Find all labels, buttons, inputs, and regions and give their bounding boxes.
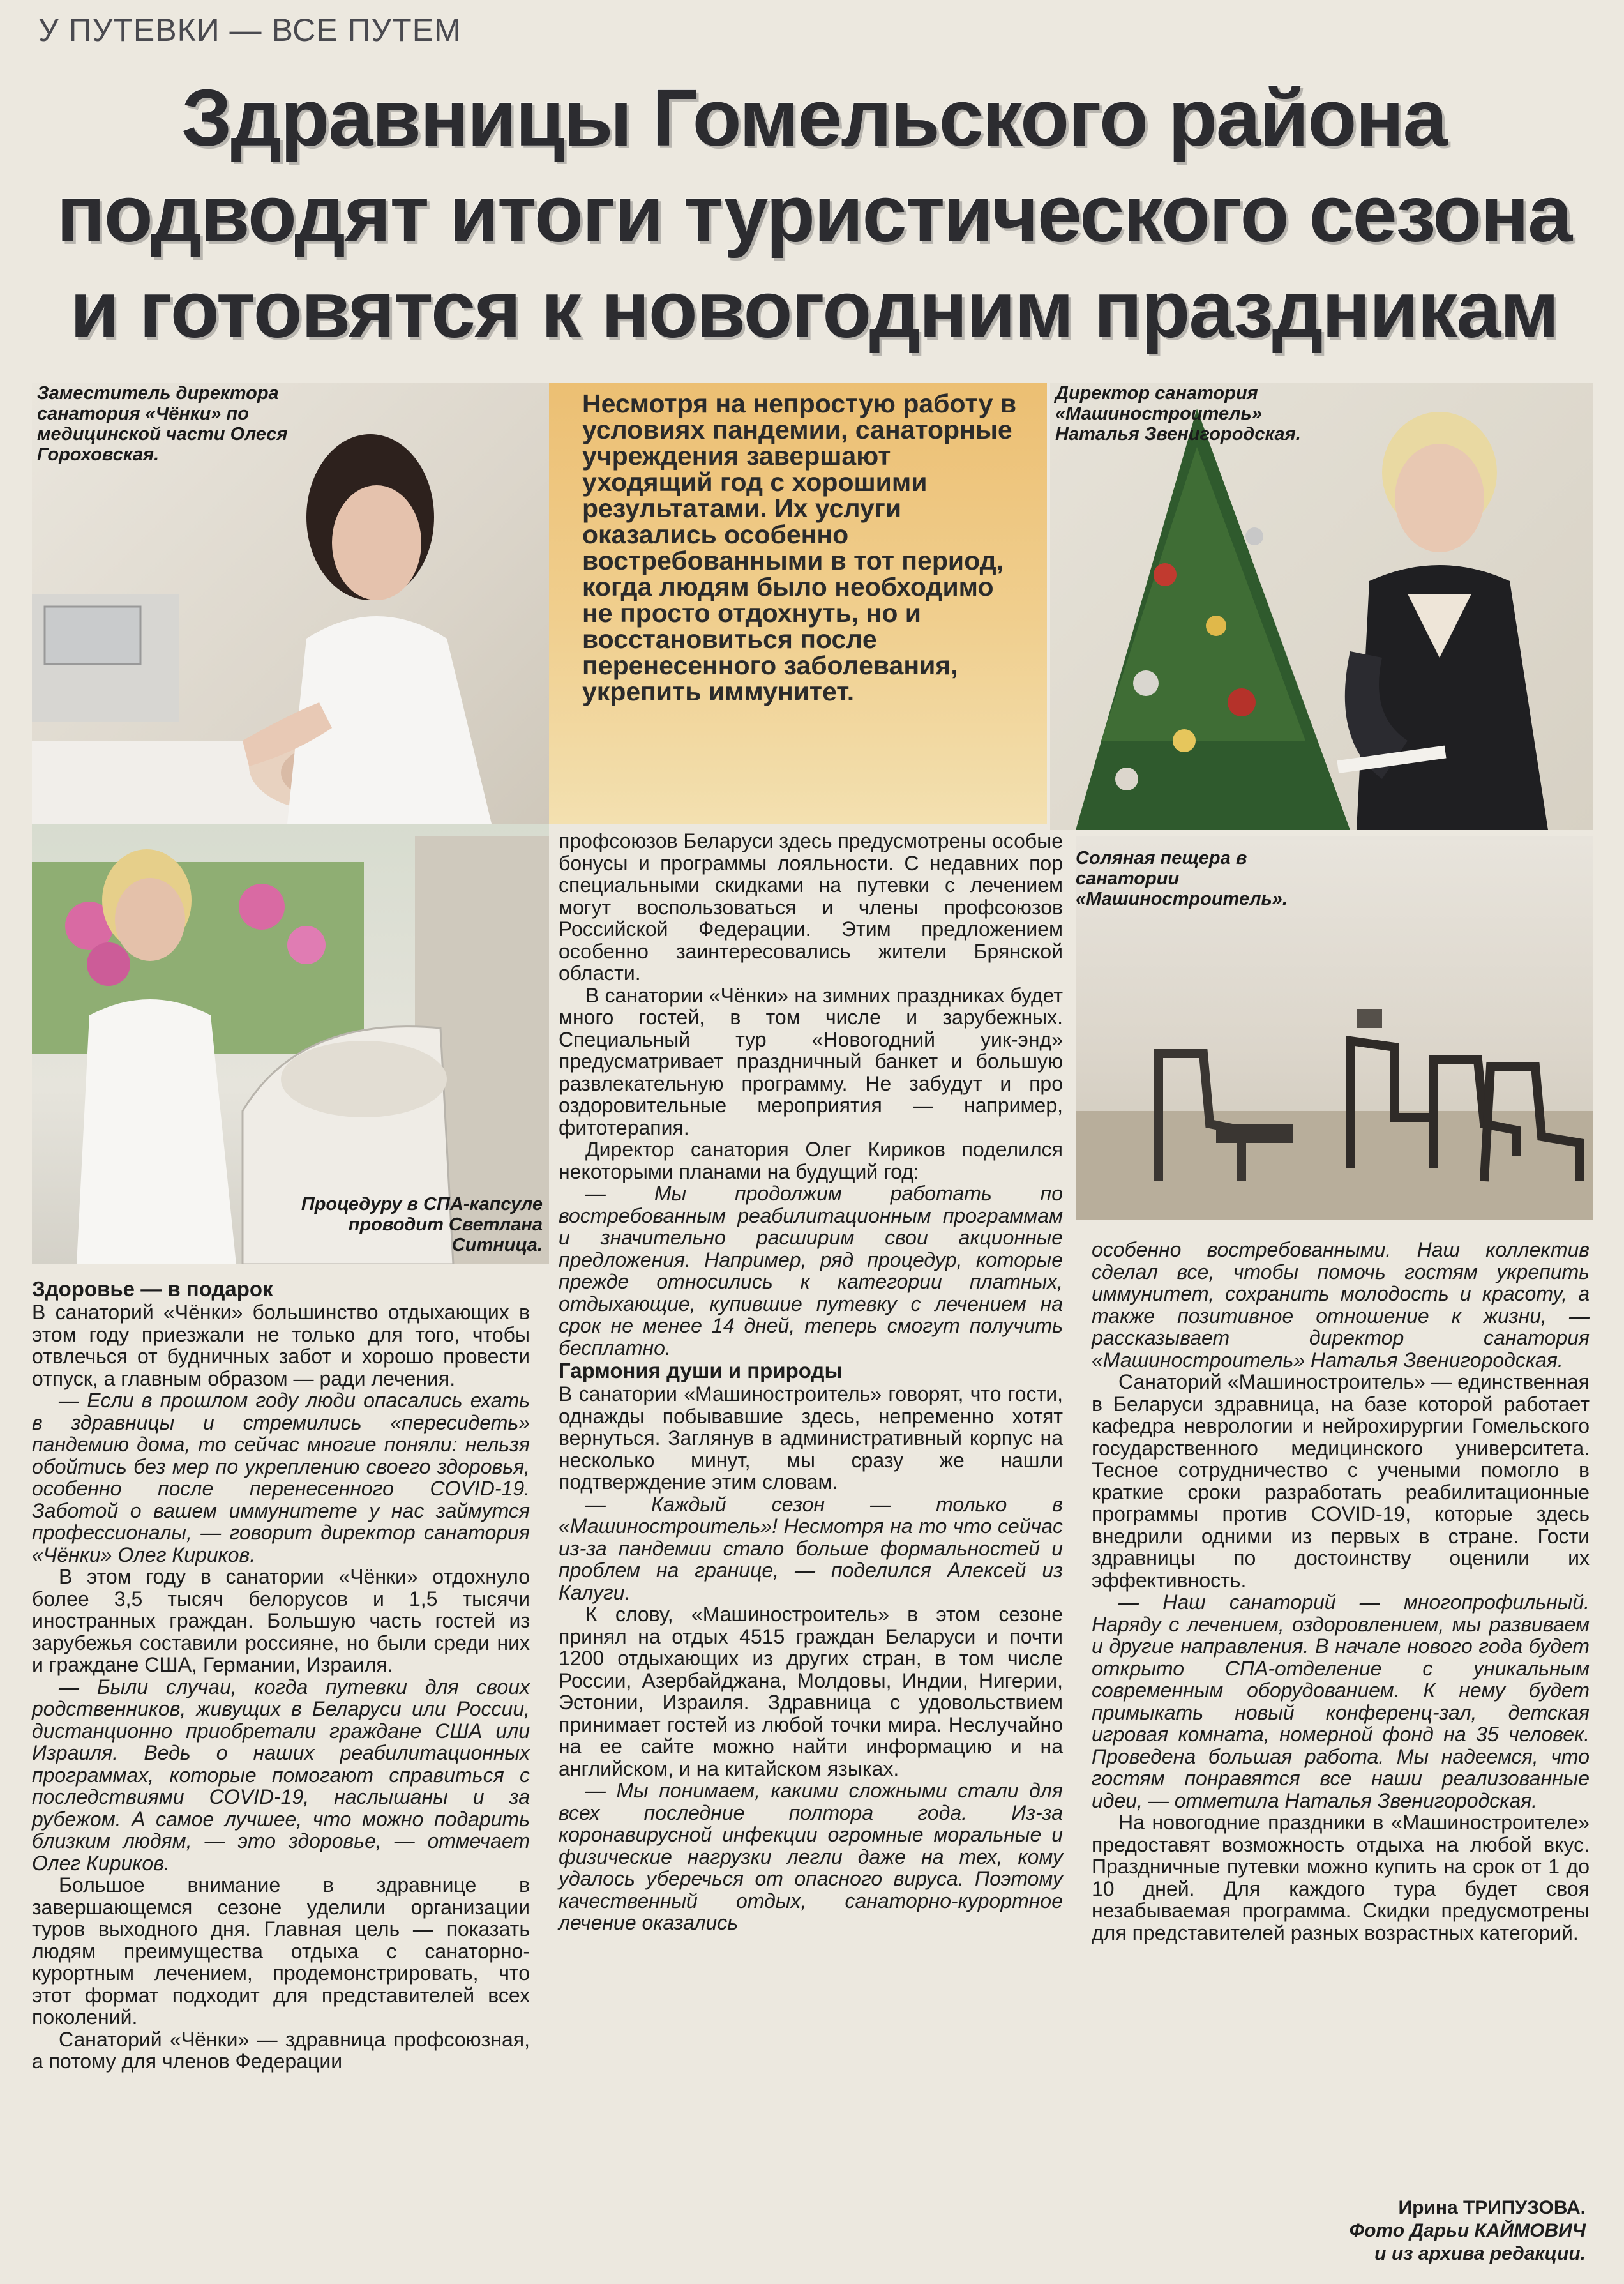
headline-line-3: и готовятся к новогодним праздникам [70, 264, 1558, 354]
subhead-harmony: Гармония души и природы [559, 1359, 843, 1382]
col2-paragraph: — Каждый сезон — только в «Машиностроитель»! Несмотря на то что сейчас из-за пандемии стало больше формальностей и проблем на границе, — поделился Алексей из Калуги. [559, 1492, 1063, 1604]
col3-paragraph: особенно востребованными. Наш коллектив сделал все, чтобы помочь гостям укрепить иммунитет, сохранить молодость и красоту, а также позитивное отношение к жизни, — рассказывает директор санатория «Машиностроитель» Наталья Звенигородская. [1092, 1238, 1590, 1372]
col1-paragraph: — Если в прошлом году люди опасались ехать в здравницы и стремились «пересидеть» пандемию дома, то сейчас многие поняли: нельзя обойтись без мер по укреплению своего здоровья, особенно после перенесенного COVID-19. Заботой о вашем иммунитете у нас займутся профессионалы, — говорит директор санатория «Чёнки» Олег Кириков. [32, 1389, 530, 1566]
article-column-3 [1092, 1239, 1590, 1944]
subhead-health-gift: Здоровье — в подарок [32, 1277, 273, 1301]
col1-paragraph: В этом году в санатории «Чёнки» отдохнуло более 3,5 тысяч белорусов и 1,5 тысячи иностранных граждан. Большую часть гостей из зарубежья составили россияне, но были среди них и граждане США, Германии, Израиля. [32, 1565, 530, 1676]
col1-paragraph: Большое внимание в здравнице в завершающемся сезоне уделили организации туров выходного дня. Главная цель — показать людям преимущества отдыха с санаторно-курортным лечением, продемонстрировать, что этот формат подходит для представителей всех поколений. [32, 1873, 530, 2029]
col1-paragraph: Санаторий «Чёнки» — здравница профсоюзная, а потому для членов Федерации [32, 2027, 530, 2073]
col2-paragraph: профсоюзов Беларуси здесь предусмотрены особые бонусы и программы лояльности. С недавних пор специальными скидками на путевки с лечением могут воспользоваться и члены профсоюзов Российской Федерации. Этим предложением особенно заинтересовались жители Брянской области. [559, 829, 1063, 985]
christmas-tree-illustration [1050, 383, 1593, 830]
col3-paragraph: На новогодние праздники в «Машиностроителе» предоставят возможность отдыха на любой вкус. Праздничные путевки можно купить на срок от 1 до 10 дней. Для каждого тура будет своя незабываемая программа. Скидки предусмотрены для представителей разных возрастных категорий. [1092, 1811, 1590, 1944]
author-credit [1350, 2197, 1586, 2265]
col2-paragraph: — Мы понимаем, какими сложными стали для всех последние полтора года. Из-за коронавирусной инфекции огромные моральные и физические нагрузки легли даже на тех, кому удалось уберечься от опасного вируса. Поэтому качественный отдых, санаторно-курортное лечение оказались [559, 1779, 1063, 1934]
photo4-caption: Соляная пещера в санатории «Машиностроитель». [1076, 848, 1288, 909]
article-column-1 [32, 1277, 530, 2073]
col1-paragraph: В санаторий «Чёнки» большинство отдыхающих в этом году приезжали не только для того, чтобы отвлечься от будничных забот и хорошо провести отпуск, а главным образом — ради лечения. [32, 1301, 530, 1390]
col3-paragraph: Санаторий «Машиностроитель» — единственная в Беларуси здравница, на базе которой работает кафедра неврологии и нейрохирургии Гомельского государственного медицинского университета. Тесное сотрудничество с учеными помогло в краткие сроки разработать реабилитационные программы против COVID-19, которые здесь внедрили одними из первых в стране. Гости здравницы по достоинству оценили их эффективность. [1092, 1370, 1590, 1592]
lead-box [549, 383, 1047, 824]
col1-paragraph: — Были случаи, когда путевки для своих родственников, живущих в Беларуси или России, дистанционно приобретали граждане США или Израиля. Ведь о наших реабилитационных программах, которые помогают справиться с последствиями COVID-19, наслышаны и за рубежом. А самое лучшее, что можно подарить близким людям, — это здоровье, — отмечает Олег Кириков. [32, 1675, 530, 1875]
col2-paragraph: К слову, «Машиностроитель» в этом сезоне принял на отдых 4515 граждан Беларуси и почти 1200 отдыхающих из других стран, в том числе России, Азербайджана, Молдовы, Индии, Нигерии, Эстонии, Израиля. Здравница с удовольствием принимает гостей из любой точки мира. Неслучайно на ее сайте можно найти информацию и на английском, и на китайском языках. [559, 1603, 1063, 1780]
lead-text: Несмотря на непростую работу в условиях пандемии, санаторные учреждения завершают уходящий год с хорошими результатами. Их услуги оказались особенно востребованными в тот период, когда людям было необходимо не просто отдохнуть, но и восстановиться после перенесенного заболевания, укрепить иммунитет. [582, 389, 1017, 706]
col2-paragraph: В санатории «Чёнки» на зимних праздниках будет много гостей, в том числе и зарубежных. Специальный тур «Новогодний уик-энд» предусматривает праздничный банкет и большую развлекательную программу. Не забудут и про оздоровительные мероприятия — например, фитотерапия. [559, 983, 1063, 1139]
photo1-caption: Заместитель директора санатория «Чёнки» по медицинской части Олеся Гороховская. [37, 383, 288, 465]
photo-credit: Фото Дарьи КАЙМОВИЧ [1349, 2220, 1586, 2241]
photo-spa-capsule [32, 824, 549, 1264]
col2-paragraph: — Мы продолжим работать по востребованным реабилитационным программам и значительно расширим свои акционные предложения. Например, ряд процедур, которые прежде относились к категории платных, отдыхающие, купившие путевку с лечением на срок не менее 14 дней, теперь смогут получить бесплатно. [559, 1182, 1063, 1359]
headline-line-1: Здравницы Гомельского района [181, 73, 1447, 163]
col3-paragraph: — Наш санаторий — многопрофильный. Наряду с лечением, оздоровлением, мы развиваем и другие направления. В начале нового года будет открыто СПА-отделение с уникальным современным оборудованием. К нему будет примыкать новый конференц-зал, детская игровая комната, номерной фонд на 35 человек. Проведена большая работа. Мы надеемся, что гостям понравятся все наши реализованные идеи, — отметила Наталья Звенигородская. [1092, 1591, 1590, 1812]
photo-salt-cave [1076, 836, 1593, 1220]
archive-credit: и из архива редакции. [1374, 2243, 1586, 2264]
photo2-caption: Директор санатория «Машиностроитель» Наталья Звенигородская. [1055, 383, 1301, 444]
photo-director-tree [1050, 383, 1593, 830]
col2-paragraph: Директор санатория Олег Кириков поделился некоторыми планами на будущий год: [559, 1138, 1063, 1183]
section-rubric: У ПУТЕВКИ — ВСЕ ПУТЕМ [38, 12, 462, 48]
author-name: Ирина ТРИПУЗОВА. [1398, 2197, 1586, 2218]
article-headline [26, 70, 1602, 358]
photo-doctor-procedure [32, 383, 549, 824]
article-column-2 [559, 830, 1063, 1934]
col2-paragraph: В санатории «Машиностроитель» говорят, что гости, однажды побывавшие здесь, непременно хотят вернуться. Заглянув в административный корпус на несколько минут, мы сразу же нашли подтверждение этим словам. [559, 1382, 1063, 1494]
headline-line-2: подводят итоги туристического сезона [56, 169, 1572, 259]
photo3-caption: Процедуру в СПА-капсуле проводит Светлана Ситница. [301, 1194, 543, 1255]
